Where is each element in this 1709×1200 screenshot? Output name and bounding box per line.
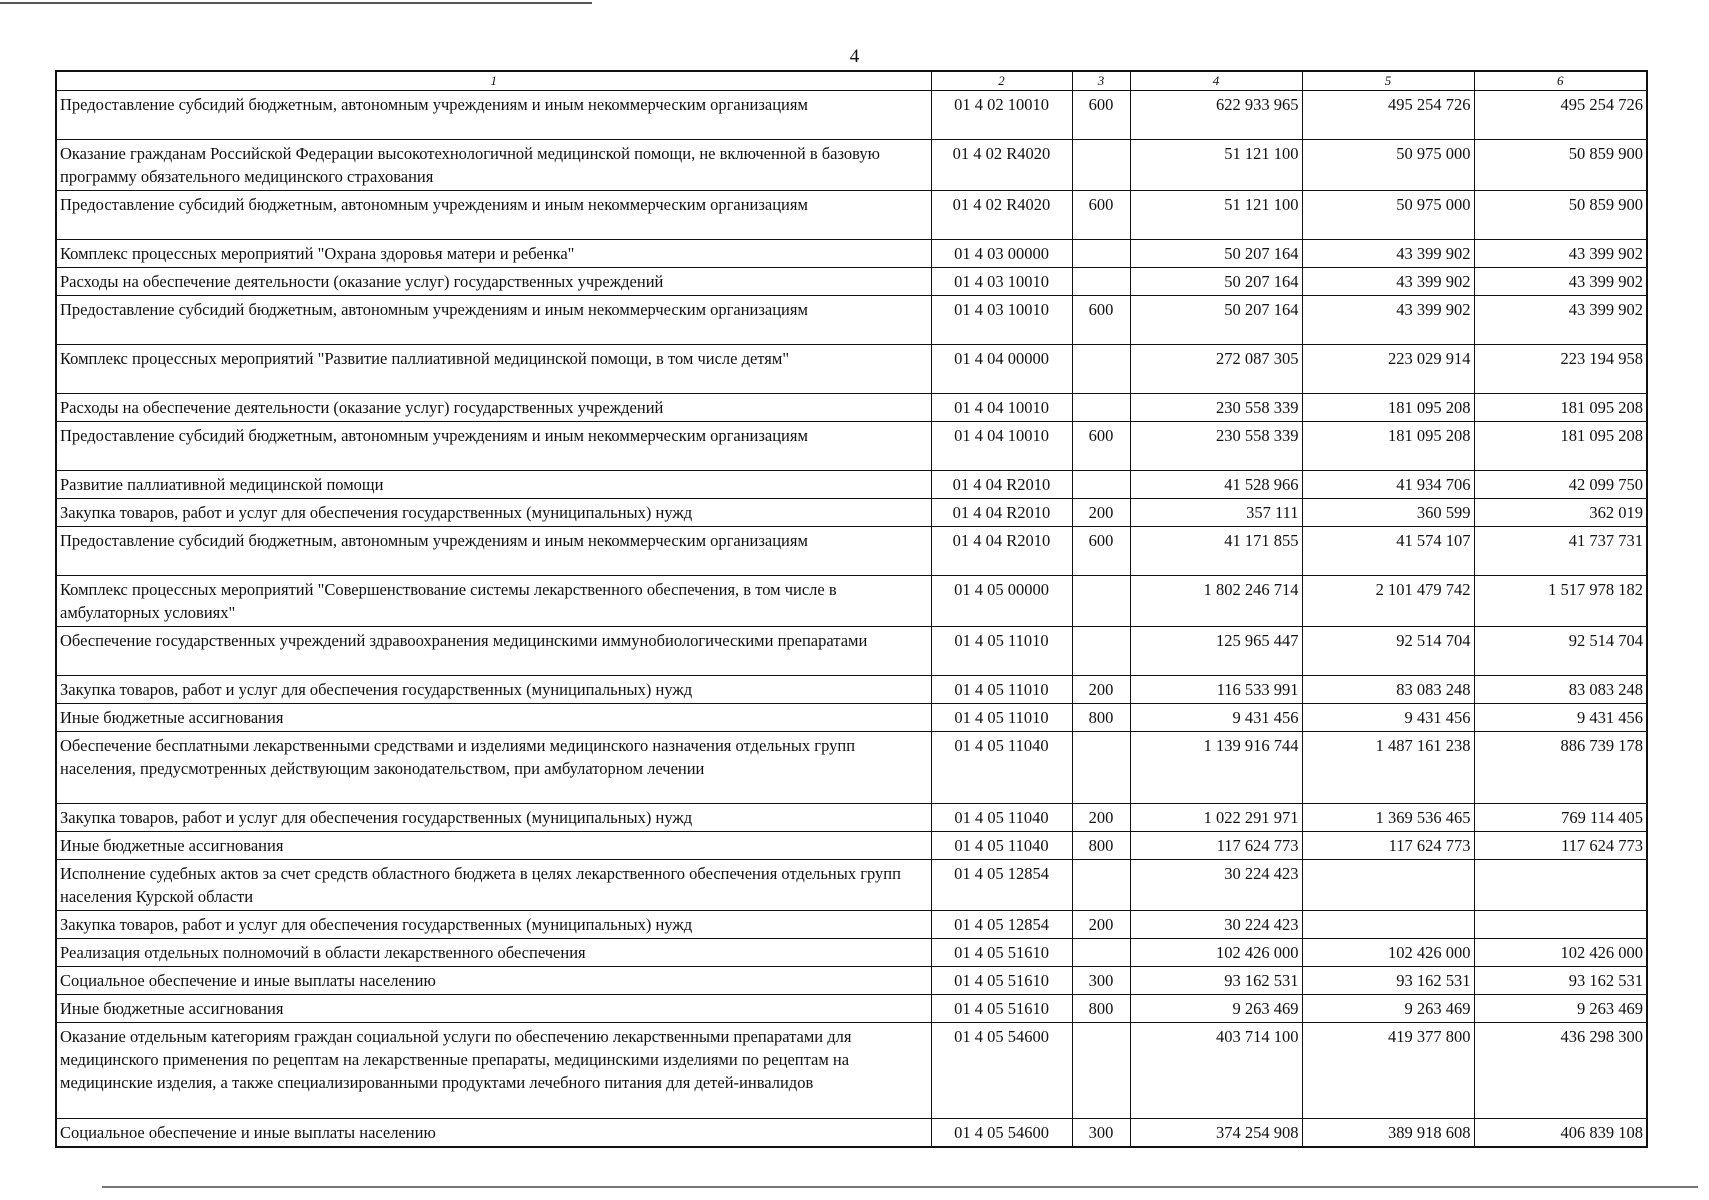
expense-type: 200 [1072,911,1130,939]
budget-code: 01 4 02 10010 [931,91,1072,140]
amount-year-2: 92 514 704 [1302,627,1474,676]
amount-year-2 [1302,911,1474,939]
amount-year-1: 403 714 100 [1130,1023,1302,1119]
expense-type [1072,268,1130,296]
amount-year-1: 30 224 423 [1130,860,1302,911]
table-row [56,860,1647,911]
budget-code: 01 4 02 R4020 [931,140,1072,191]
item-name: Предоставление субсидий бюджетным, автономным учреждениям и иным некоммерческим организациям [56,191,931,240]
item-name: Расходы на обеспечение деятельности (оказание услуг) государственных учреждений [56,394,931,422]
table-row [56,676,1647,704]
expense-type: 200 [1072,499,1130,527]
column-header-4: 4 [1130,71,1302,91]
budget-code: 01 4 04 R2010 [931,499,1072,527]
budget-code: 01 4 05 11010 [931,676,1072,704]
amount-year-1: 50 207 164 [1130,240,1302,268]
amount-year-3: 886 739 178 [1474,732,1647,804]
budget-code: 01 4 05 51610 [931,967,1072,995]
table-row [56,140,1647,191]
scan-edge-bottom [102,1186,1698,1188]
item-name: Исполнение судебных актов за счет средств областного бюджета в целях лекарственного обеспечения отдельных групп населения Курской области [56,860,931,911]
amount-year-2: 43 399 902 [1302,240,1474,268]
table-row [56,1119,1647,1148]
amount-year-3: 181 095 208 [1474,394,1647,422]
amount-year-2: 223 029 914 [1302,345,1474,394]
item-name: Социальное обеспечение и иные выплаты населению [56,967,931,995]
table-row [56,627,1647,676]
item-name: Обеспечение бесплатными лекарственными средствами и изделиями медицинского назначения отдельных групп населения, предусмотренных действующим законодательством, при амбулаторном лечении [56,732,931,804]
item-name: Оказание гражданам Российской Федерации высокотехнологичной медицинской помощи, не включенной в базовую программу обязательного медицинского страхования [56,140,931,191]
amount-year-2: 9 263 469 [1302,995,1474,1023]
amount-year-3: 43 399 902 [1474,296,1647,345]
amount-year-1: 374 254 908 [1130,1119,1302,1148]
expense-type [1072,939,1130,967]
amount-year-3: 9 263 469 [1474,995,1647,1023]
item-name: Закупка товаров, работ и услуг для обеспечения государственных (муниципальных) нужд [56,499,931,527]
budget-code: 01 4 04 10010 [931,422,1072,471]
amount-year-3: 406 839 108 [1474,1119,1647,1148]
page-number: 4 [849,46,860,67]
amount-year-1: 50 207 164 [1130,268,1302,296]
amount-year-2: 1 487 161 238 [1302,732,1474,804]
expense-type [1072,140,1130,191]
item-name: Реализация отдельных полномочий в области лекарственного обеспечения [56,939,931,967]
amount-year-3: 117 624 773 [1474,832,1647,860]
amount-year-3 [1474,860,1647,911]
amount-year-3: 9 431 456 [1474,704,1647,732]
budget-code: 01 4 03 10010 [931,268,1072,296]
item-name: Предоставление субсидий бюджетным, автономным учреждениям и иным некоммерческим организациям [56,91,931,140]
expense-type [1072,240,1130,268]
amount-year-1: 1 022 291 971 [1130,804,1302,832]
table-row [56,804,1647,832]
table-row [56,704,1647,732]
amount-year-2: 43 399 902 [1302,268,1474,296]
amount-year-1: 125 965 447 [1130,627,1302,676]
amount-year-1: 51 121 100 [1130,191,1302,240]
amount-year-2: 102 426 000 [1302,939,1474,967]
expense-type [1072,627,1130,676]
amount-year-1: 1 139 916 744 [1130,732,1302,804]
expense-type: 800 [1072,704,1130,732]
table-row [56,911,1647,939]
column-header-5: 5 [1302,71,1474,91]
table-row [56,268,1647,296]
amount-year-3: 223 194 958 [1474,345,1647,394]
expense-type [1072,394,1130,422]
table-row [56,394,1647,422]
amount-year-1: 116 533 991 [1130,676,1302,704]
amount-year-2: 181 095 208 [1302,422,1474,471]
budget-code: 01 4 05 11010 [931,627,1072,676]
budget-code: 01 4 05 11010 [931,704,1072,732]
budget-code: 01 4 05 54600 [931,1023,1072,1119]
budget-code: 01 4 05 51610 [931,939,1072,967]
budget-code: 01 4 05 12854 [931,911,1072,939]
table-row [56,732,1647,804]
amount-year-3 [1474,911,1647,939]
expense-type: 600 [1072,527,1130,576]
amount-year-1: 41 171 855 [1130,527,1302,576]
budget-code: 01 4 04 R2010 [931,471,1072,499]
budget-code: 01 4 04 R2010 [931,527,1072,576]
table-row [56,471,1647,499]
item-name: Предоставление субсидий бюджетным, автономным учреждениям и иным некоммерческим организациям [56,527,931,576]
amount-year-3: 1 517 978 182 [1474,576,1647,627]
column-header-6: 6 [1474,71,1647,91]
item-name: Комплекс процессных мероприятий "Развитие паллиативной медицинской помощи, в том числе детям" [56,345,931,394]
amount-year-1: 357 111 [1130,499,1302,527]
amount-year-3: 42 099 750 [1474,471,1647,499]
expense-type: 300 [1072,1119,1130,1148]
amount-year-2: 9 431 456 [1302,704,1474,732]
column-number-row [56,71,1647,91]
table-row [56,499,1647,527]
expense-type [1072,345,1130,394]
expense-type [1072,471,1130,499]
item-name: Оказание отдельным категориям граждан социальной услуги по обеспечению лекарственными препаратами для медицинского применения по рецептам на лекарственные препараты, медицинскими изделиями по рецептам на медицинские изделия, а также специализированными продуктами лечебного питания для детей-инвалидов [56,1023,931,1119]
amount-year-3: 93 162 531 [1474,967,1647,995]
budget-code: 01 4 05 11040 [931,832,1072,860]
budget-code: 01 4 03 10010 [931,296,1072,345]
item-name: Комплекс процессных мероприятий "Охрана здоровья матери и ребенка" [56,240,931,268]
column-header-3: 3 [1072,71,1130,91]
amount-year-1: 9 263 469 [1130,995,1302,1023]
amount-year-2: 117 624 773 [1302,832,1474,860]
amount-year-1: 93 162 531 [1130,967,1302,995]
amount-year-2 [1302,860,1474,911]
item-name: Закупка товаров, работ и услуг для обеспечения государственных (муниципальных) нужд [56,911,931,939]
amount-year-2: 1 369 536 465 [1302,804,1474,832]
amount-year-2: 495 254 726 [1302,91,1474,140]
table-row [56,995,1647,1023]
budget-code: 01 4 05 11040 [931,804,1072,832]
amount-year-3: 43 399 902 [1474,240,1647,268]
amount-year-1: 622 933 965 [1130,91,1302,140]
amount-year-3: 362 019 [1474,499,1647,527]
amount-year-2: 50 975 000 [1302,191,1474,240]
item-name: Развитие паллиативной медицинской помощи [56,471,931,499]
item-name: Предоставление субсидий бюджетным, автономным учреждениям и иным некоммерческим организациям [56,296,931,345]
amount-year-1: 50 207 164 [1130,296,1302,345]
expense-type [1072,860,1130,911]
expense-type: 600 [1072,191,1130,240]
amount-year-1: 230 558 339 [1130,422,1302,471]
amount-year-2: 83 083 248 [1302,676,1474,704]
item-name: Закупка товаров, работ и услуг для обеспечения государственных (муниципальных) нужд [56,676,931,704]
budget-table [55,70,1648,1148]
item-name: Иные бюджетные ассигнования [56,704,931,732]
budget-code: 01 4 05 11040 [931,732,1072,804]
budget-code: 01 4 05 12854 [931,860,1072,911]
item-name: Расходы на обеспечение деятельности (оказание услуг) государственных учреждений [56,268,931,296]
amount-year-3: 102 426 000 [1474,939,1647,967]
budget-code: 01 4 05 54600 [931,1119,1072,1148]
table-row [56,91,1647,140]
amount-year-1: 41 528 966 [1130,471,1302,499]
table-row [56,967,1647,995]
budget-code: 01 4 04 10010 [931,394,1072,422]
amount-year-1: 51 121 100 [1130,140,1302,191]
item-name: Комплекс процессных мероприятий "Совершенствование системы лекарственного обеспечения, в том числе в амбулаторных условиях" [56,576,931,627]
amount-year-2: 360 599 [1302,499,1474,527]
expense-type: 600 [1072,91,1130,140]
amount-year-2: 43 399 902 [1302,296,1474,345]
item-name: Закупка товаров, работ и услуг для обеспечения государственных (муниципальных) нужд [56,804,931,832]
expense-type: 600 [1072,422,1130,471]
amount-year-2: 2 101 479 742 [1302,576,1474,627]
budget-code: 01 4 04 00000 [931,345,1072,394]
amount-year-1: 102 426 000 [1130,939,1302,967]
amount-year-3: 436 298 300 [1474,1023,1647,1119]
table-body [56,91,1647,1148]
table-row [56,296,1647,345]
item-name: Иные бюджетные ассигнования [56,832,931,860]
amount-year-2: 389 918 608 [1302,1119,1474,1148]
amount-year-1: 117 624 773 [1130,832,1302,860]
budget-code: 01 4 05 00000 [931,576,1072,627]
table-row [56,240,1647,268]
amount-year-2: 419 377 800 [1302,1023,1474,1119]
table-row [56,832,1647,860]
expense-type [1072,732,1130,804]
item-name: Социальное обеспечение и иные выплаты населению [56,1119,931,1148]
amount-year-3: 495 254 726 [1474,91,1647,140]
amount-year-3: 43 399 902 [1474,268,1647,296]
budget-code: 01 4 05 51610 [931,995,1072,1023]
amount-year-2: 181 095 208 [1302,394,1474,422]
amount-year-3: 181 095 208 [1474,422,1647,471]
amount-year-2: 50 975 000 [1302,140,1474,191]
amount-year-3: 83 083 248 [1474,676,1647,704]
expense-type: 200 [1072,804,1130,832]
expense-type: 600 [1072,296,1130,345]
budget-code: 01 4 03 00000 [931,240,1072,268]
expense-type: 800 [1072,995,1130,1023]
column-header-2: 2 [931,71,1072,91]
table-row [56,191,1647,240]
table-row [56,939,1647,967]
expense-type: 800 [1072,832,1130,860]
scan-edge-top [0,2,592,4]
amount-year-3: 92 514 704 [1474,627,1647,676]
amount-year-3: 50 859 900 [1474,140,1647,191]
item-name: Предоставление субсидий бюджетным, автономным учреждениям и иным некоммерческим организациям [56,422,931,471]
column-header-1: 1 [56,71,931,91]
table-row [56,422,1647,471]
amount-year-1: 230 558 339 [1130,394,1302,422]
table-row [56,1023,1647,1119]
amount-year-1: 30 224 423 [1130,911,1302,939]
budget-code: 01 4 02 R4020 [931,191,1072,240]
table-row [56,527,1647,576]
amount-year-1: 1 802 246 714 [1130,576,1302,627]
amount-year-2: 93 162 531 [1302,967,1474,995]
item-name: Обеспечение государственных учреждений здравоохранения медицинскими иммунобиологическими препаратами [56,627,931,676]
amount-year-1: 272 087 305 [1130,345,1302,394]
amount-year-3: 41 737 731 [1474,527,1647,576]
table-row [56,345,1647,394]
expense-type [1072,576,1130,627]
amount-year-2: 41 934 706 [1302,471,1474,499]
expense-type [1072,1023,1130,1119]
table-row [56,576,1647,627]
amount-year-3: 769 114 405 [1474,804,1647,832]
amount-year-2: 41 574 107 [1302,527,1474,576]
amount-year-1: 9 431 456 [1130,704,1302,732]
expense-type: 300 [1072,967,1130,995]
item-name: Иные бюджетные ассигнования [56,995,931,1023]
amount-year-3: 50 859 900 [1474,191,1647,240]
expense-type: 200 [1072,676,1130,704]
